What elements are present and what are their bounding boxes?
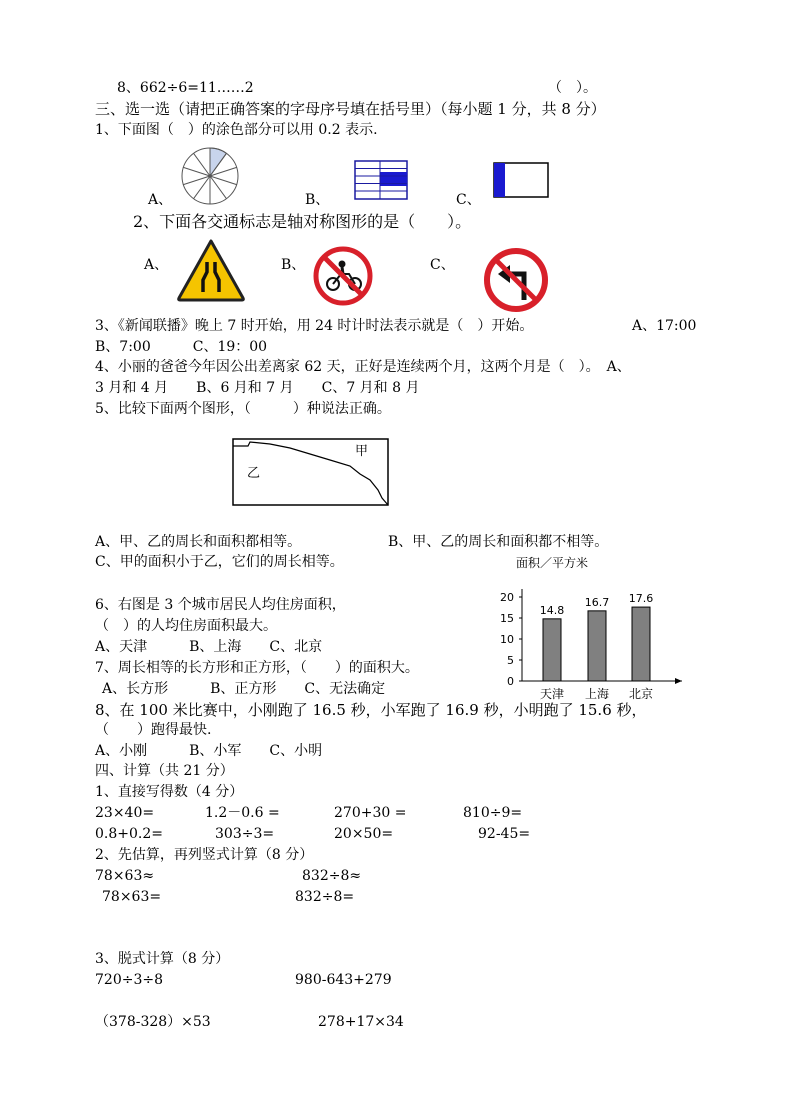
- chart-y-tick-label: 15: [500, 612, 514, 625]
- section3-header: 三、选一选（请把正确答案的字母序号填在括号里）（每小题 1 分，共 8 分）: [95, 100, 606, 118]
- chart-y-tick-label: 20: [500, 591, 514, 604]
- chart-y-tick-label: 0: [507, 675, 514, 688]
- p2-title: 2、先估算，再列竖式计算（8 分）: [95, 847, 314, 863]
- q4-line1: 4、小丽的爸爸今年因公出差离家 62 天，正好是连续两个月，这两个月是（ ）。 A、: [95, 359, 631, 375]
- q5-text: 5、比较下面两个图形，（ ）种说法正确。: [95, 401, 391, 417]
- chart-y-axis-label: 面积／平方米: [516, 556, 589, 570]
- step-calc-item: 720÷3÷8: [95, 972, 163, 988]
- calc-item: 270+30 =: [334, 805, 407, 821]
- q2-text: 2、下面各交通标志是轴对称图形的是（ ）。: [133, 212, 472, 231]
- chart-category-label: 上海: [584, 687, 610, 701]
- calc-item: 303÷3=: [215, 826, 275, 842]
- q5-option-b: B、甲、乙的周长和面积都不相等。: [388, 534, 609, 550]
- q2-option-a: A、: [144, 257, 169, 273]
- q1-circle-figure: [180, 146, 240, 206]
- q2-item8: 8、662÷6=11……2: [117, 80, 254, 96]
- p3-title: 3、脱式计算（8 分）: [95, 951, 230, 967]
- calc-item: 0.8+0.2=: [95, 826, 163, 842]
- q1-option-c: C、: [456, 192, 481, 208]
- chart-bar: [543, 619, 561, 681]
- q7-line2: A、长方形 B、正方形 C、无法确定: [102, 681, 386, 697]
- q5-option-a: A、甲、乙的周长和面积都相等。: [95, 534, 302, 550]
- q1-option-b: B、: [305, 192, 330, 208]
- estimate-item: 832÷8≈: [302, 868, 362, 884]
- chart-value-label: 14.8: [539, 603, 565, 617]
- chart-value-label: 17.6: [628, 592, 654, 606]
- q1-half-rect-figure: [493, 162, 549, 198]
- chart-x-axis-arrow: [675, 678, 682, 684]
- q4-line2: 3 月和 4 月 B、6 月和 7 月 C、7 月和 8 月: [95, 380, 420, 396]
- q3-line1: 3、《新闻联播》晚上 7 时开始，用 24 时计时法表示就是（ ）开始。: [95, 318, 534, 334]
- q1-text: 1、下面图（ ）的涂色部分可以用 0.2 表示.: [95, 122, 378, 138]
- chart-category-label: 天津: [539, 687, 565, 701]
- chart-y-tick-label: 5: [507, 654, 514, 667]
- q2-option-b: B、: [281, 257, 306, 273]
- chart-y-tick-label: 10: [500, 633, 514, 646]
- p1-title: 1、直接写得数（4 分）: [95, 784, 244, 800]
- no-left-turn-sign-icon: [484, 248, 548, 312]
- q1-option-a: A、: [148, 192, 173, 208]
- q8-line3: A、小刚 B、小军 C、小明: [95, 743, 323, 759]
- calc-item: 20×50=: [334, 826, 394, 842]
- calc-item: 23×40=: [95, 805, 155, 821]
- step-calc-item: 278+17×34: [318, 1014, 404, 1030]
- chart-category-label: 北京: [628, 687, 654, 701]
- chart-bar: [588, 611, 606, 681]
- q5-label-jia: 甲: [355, 444, 369, 459]
- calc-item: 1.2－0.6 =: [205, 805, 280, 821]
- chart-value-label: 16.7: [584, 595, 610, 609]
- q7-line1: 7、周长相等的长方形和正方形，（ ）的面积大。: [95, 660, 419, 676]
- q6-line1: 6、右图是 3 个城市居民人均住房面积，: [95, 597, 346, 613]
- vertical-calc-item: 832÷8=: [295, 889, 355, 905]
- q8-line1: 8、在 100 米比赛中，小刚跑了 16.5 秒，小军跑了 16.9 秒，小明跑了 15.6 秒，: [95, 701, 647, 719]
- q2-option-c: C、: [430, 257, 455, 273]
- area-bar-chart: [490, 550, 690, 710]
- estimate-item: 78×63≈: [95, 868, 155, 884]
- q3-option-a: A、17:00: [632, 318, 697, 334]
- no-tricycle-sign-icon: [313, 246, 373, 306]
- chart-bar: [632, 607, 650, 681]
- calc-item: 92-45=: [478, 826, 531, 842]
- q5-option-c: C、甲的面积小于乙，它们的周长相等。: [95, 554, 344, 570]
- q6-line2: （ ）的人均住房面积最大。: [95, 618, 277, 634]
- step-calc-item: （378-328）×53: [95, 1014, 211, 1030]
- q6-line3: A、天津 B、上海 C、北京: [95, 639, 323, 655]
- q8-line2: （ ）跑得最快.: [95, 722, 212, 738]
- q3-line2: B、7:00 C、19：00: [95, 339, 268, 355]
- q1-striped-rect-figure: [354, 160, 408, 200]
- road-narrows-sign-icon: [176, 238, 246, 302]
- step-calc-item: 980-643+279: [295, 972, 392, 988]
- vertical-calc-item: 78×63=: [102, 889, 162, 905]
- q5-label-yi: 乙: [247, 466, 261, 481]
- calc-item: 810÷9=: [463, 805, 523, 821]
- answer-paren: （ ）。: [548, 80, 597, 96]
- section4-header: 四、计算（共 21 分）: [95, 763, 234, 779]
